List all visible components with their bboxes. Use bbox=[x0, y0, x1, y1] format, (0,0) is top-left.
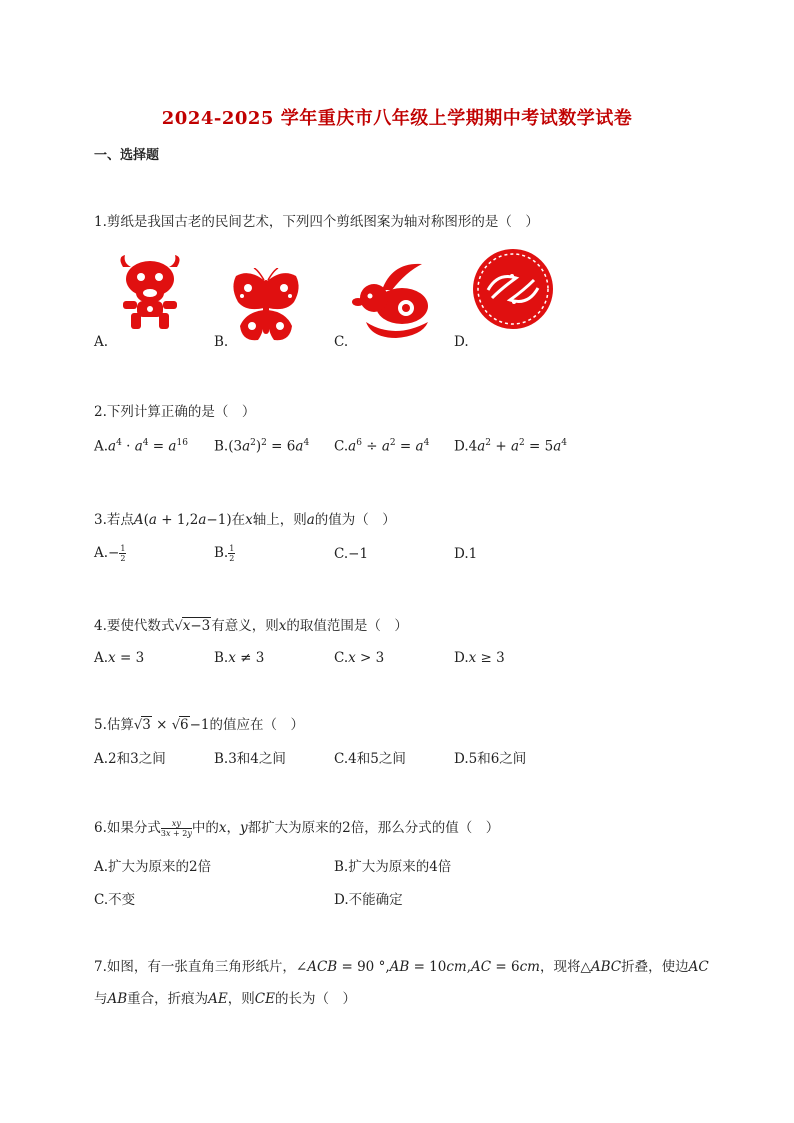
question-5-stem: 5.估算√3 × √6−1的值应在（ ） bbox=[94, 717, 304, 733]
rabbit-papercut-image bbox=[352, 260, 436, 340]
q5-option-b: B.3和4之间 bbox=[214, 751, 286, 767]
q1-option-d-label: D. bbox=[454, 334, 469, 350]
q4-option-b: B.x ≠ 3 bbox=[214, 650, 265, 666]
q3-option-a: A.− $\frac{1}{2}$ bbox=[94, 544, 126, 563]
q1-option-b-label: B. bbox=[214, 334, 229, 350]
q3-option-b: B. $\frac{1}{2}$ bbox=[214, 544, 235, 563]
q1-option-a-label: A. bbox=[94, 334, 109, 350]
butterfly-papercut-image bbox=[230, 268, 302, 346]
q4-option-c: C.x > 3 bbox=[334, 650, 385, 666]
fish-circle-papercut-image bbox=[472, 248, 554, 330]
q1-option-c-label: C. bbox=[334, 334, 349, 350]
question-7-stem-line-1: 7.如图，有一张直角三角形纸片，∠ACB = 90 °,AB = 10cm,AC = 6cm，现将△ABC折叠，使边AC bbox=[94, 959, 709, 975]
q5-option-a: A.2和3之间 bbox=[94, 751, 166, 767]
question-4-stem: 4.要使代数式√x−3有意义，则x的取值范围是（ ） bbox=[94, 618, 408, 634]
q2-option-c: $C.a^6 \div a^2 = a^4$ bbox=[334, 438, 430, 455]
question-6-stem: 6.如果分式 $\frac{xy}{3x + 2y}$ 中的x，y都扩大为原来的2倍，那么分式的值（ ） bbox=[94, 819, 500, 838]
q6-option-a: A.扩大为原来的2倍 bbox=[94, 859, 212, 875]
q6-option-b: B.扩大为原来的4倍 bbox=[334, 859, 452, 875]
q5-option-d: D.5和6之间 bbox=[454, 751, 527, 767]
q6-option-d: D.不能确定 bbox=[334, 892, 403, 908]
question-7-stem-line-2: 与AB重合，折痕为AE，则CE的长为（ ） bbox=[94, 991, 356, 1007]
q3-option-d: D.1 bbox=[454, 546, 478, 562]
q6-option-c: C.不变 bbox=[94, 892, 136, 908]
q2-option-d: $D.4a^2 + a^2 = 5a^4$ bbox=[454, 438, 568, 455]
q4-option-d: D.x ≥ 3 bbox=[454, 650, 505, 666]
page-title: 2024-2025 学年重庆市八年级上学期期中考试数学试卷 bbox=[161, 108, 633, 129]
q5-option-c: C.4和5之间 bbox=[334, 751, 406, 767]
q4-option-a: A.x = 3 bbox=[94, 650, 145, 666]
question-1-stem: 1.剪纸是我国古老的民间艺术，下列四个剪纸图案为轴对称图形的是（ ） bbox=[94, 214, 539, 230]
q3-option-c: C.−1 bbox=[334, 546, 369, 562]
question-3-stem: 3.若点A(a + 1,2a−1)在x轴上，则a的值为（ ） bbox=[94, 512, 396, 528]
ox-papercut-image bbox=[115, 253, 185, 335]
q2-option-b: $B.(3a^2)^2 = 6a^4$ bbox=[214, 438, 310, 455]
section-heading: 一、选择题 bbox=[94, 148, 160, 163]
question-2-stem: 2.下列计算正确的是（ ） bbox=[94, 404, 256, 420]
q2-option-a: $A.a^4 \cdot a^4 = a^{16}$ bbox=[94, 438, 188, 455]
